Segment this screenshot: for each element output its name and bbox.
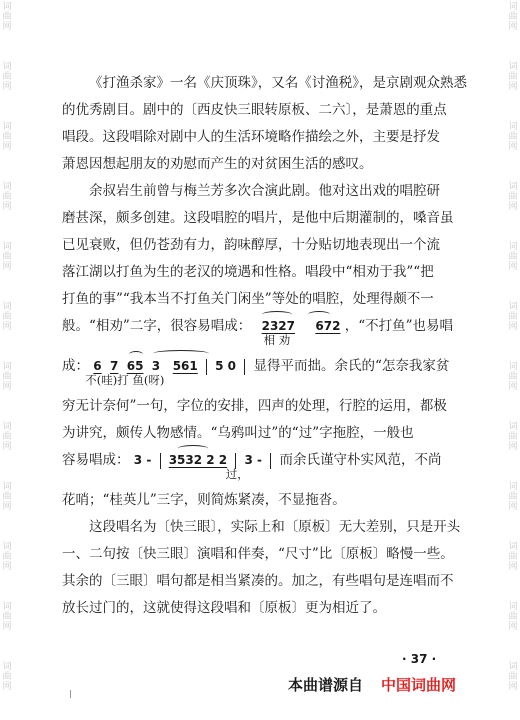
watermark-right-5: 词 曲 网 — [508, 242, 518, 272]
notation-lyric: 过， — [225, 467, 249, 481]
notation-example-2 — [85, 353, 249, 387]
watermark-right-3: 词 曲 网 — [508, 122, 518, 152]
barline — [270, 453, 271, 469]
watermark-right-11: 词 曲 网 — [508, 602, 518, 632]
paragraph-3-line-2: 一、二句按〔快三眼〕演唱和伴奏，“尺寸”比〔原板〕略慢一些。 — [62, 546, 454, 562]
barline — [160, 453, 161, 469]
text-fragment: 容易唱成： — [62, 452, 130, 468]
source-text: 本曲谱源自 — [288, 676, 364, 694]
paragraph-3-line-3: 其余的〔三眼〕唱句都是相当紧凑的。加之，有些唱句是连唱而不 — [62, 573, 454, 589]
notation-note: 7 — [110, 359, 119, 373]
paragraph-1-line-2: 的优秀剧目。剧中的〔西皮快三眼转原板、二六〕，是萧恩的重点 — [62, 102, 447, 118]
article-body — [62, 70, 492, 622]
notation-notes: 672 — [315, 319, 341, 333]
watermark-right-12: 词 曲 网 — [508, 662, 518, 692]
watermark-right-6: 词 曲 网 — [508, 302, 518, 332]
scan-mark — [70, 690, 76, 698]
notation-note: 3 — [151, 359, 161, 373]
notation-lyric: 不(哇)打 鱼(呀) — [85, 373, 165, 387]
text-fragment: 成： — [62, 358, 89, 374]
paragraph-2-line-8: 穷无计奈何”一句，字位的安排，四声的处理，行腔的运用，都极 — [62, 398, 447, 414]
watermark-right-1: 词 曲 网 — [508, 2, 518, 32]
source-footer — [288, 674, 456, 695]
barline — [244, 359, 245, 375]
text-fragment: 而余氏谨守朴实风范，不尚 — [279, 452, 442, 468]
page-number: · 37 · — [402, 652, 437, 666]
notation-note: 3532 2 2 — [168, 453, 228, 467]
paragraph-1-line-4: 萧恩因想起朋友的劝慰而产生的对贫困生活的感叹。 — [62, 156, 373, 172]
watermark-left-3: 词 曲 网 — [2, 122, 12, 152]
text-fragment: 显得平而拙。余氏的“怎奈我家贫 — [253, 358, 450, 374]
notation-note: 6 — [93, 359, 102, 373]
watermark-right-10: 词 曲 网 — [508, 542, 518, 572]
notation-lyric: 相 劝 — [263, 333, 291, 347]
paragraph-2-line-4: 落江湖以打鱼为生的老汉的境遇和性格。唱段中“相劝于我”“把 — [62, 264, 434, 280]
watermark-left-9: 词 曲 网 — [2, 482, 12, 512]
site-name[interactable]: 中国词曲网 — [381, 676, 457, 694]
watermark-right-8: 词 曲 网 — [508, 422, 518, 452]
notation-example-1 — [261, 313, 341, 347]
notation-example-3 — [133, 447, 275, 481]
paragraph-3-line-4: 放长过门的，这就使得这段唱和〔原板〕更为相近了。 — [62, 600, 386, 616]
notation-note: 65 — [126, 359, 144, 373]
watermark-right-7: 词 曲 网 — [508, 362, 518, 392]
watermark-left-11: 词 曲 网 — [2, 602, 12, 632]
watermark-left-8: 词 曲 网 — [2, 422, 12, 452]
text-fragment: ，“不打鱼”也易唱 — [344, 318, 454, 334]
notation-note: 3 - — [133, 453, 152, 467]
paragraph-2-line-7 — [62, 353, 492, 393]
watermark-right-9: 词 曲 网 — [508, 482, 518, 512]
watermark-left-12: 词 曲 网 — [2, 662, 12, 692]
watermark-right-2: 词 曲 网 — [508, 62, 518, 92]
paragraph-2-line-2: 磨甚深，颇多创建。这段唱腔的唱片，是他中后期灌制的，嗓音虽 — [62, 210, 454, 226]
notation-note: 3 - — [244, 453, 263, 467]
notation-note: 561 — [172, 359, 198, 373]
paragraph-2-line-11: 花哨；“桂英儿”三字，则简炼紧凑，不显拖沓。 — [62, 492, 346, 508]
paragraph-1-line-1: 《打渔杀家》一名《庆顶珠》，又名《讨渔税》，是京剧观众熟悉 — [89, 75, 467, 91]
paragraph-2-line-10 — [62, 447, 492, 487]
notation-notes: 2327 — [261, 319, 296, 333]
watermark-left-5: 词 曲 网 — [2, 242, 12, 272]
paragraph-3-line-1: 这段唱名为〔快三眼〕，实际上和〔原板〕无大差别，只是开头 — [89, 519, 461, 535]
text-fragment: 般。“相劝”二字，很容易唱成： — [62, 318, 252, 334]
notation-note: 5 0 — [215, 359, 237, 373]
paragraph-2-line-3: 已见衰败，但仍苍劲有力，韵味醇厚，十分贴切地表现出一个流 — [62, 237, 440, 253]
watermark-left-4: 词 曲 网 — [2, 182, 12, 212]
watermark-left-1: 词 曲 网 — [2, 2, 12, 32]
watermark-right-4: 词 曲 网 — [508, 182, 518, 212]
watermark-left-2: 词 曲 网 — [2, 62, 12, 92]
paragraph-2-line-1: 余叔岩生前曾与梅兰芳多次合演此剧。他对这出戏的唱腔研 — [89, 183, 440, 199]
watermark-left-6: 词 曲 网 — [2, 302, 12, 332]
barline — [206, 359, 207, 375]
paragraph-2-line-6 — [62, 313, 492, 353]
paragraph-2-line-5: 打鱼的事”“我本当不打鱼关门闲坐”等处的唱腔，处理得颇不一 — [62, 291, 434, 307]
paragraph-1-line-3: 唱段。这段唱除对剧中人的生活环境略作描绘之外，主要是抒发 — [62, 129, 440, 145]
watermark-left-7: 词 曲 网 — [2, 362, 12, 392]
paragraph-2-line-9: 为讲究，颇传人物感情。“乌鸦叫过”的“过”字拖腔，一般也 — [62, 425, 414, 441]
watermark-left-10: 词 曲 网 — [2, 542, 12, 572]
